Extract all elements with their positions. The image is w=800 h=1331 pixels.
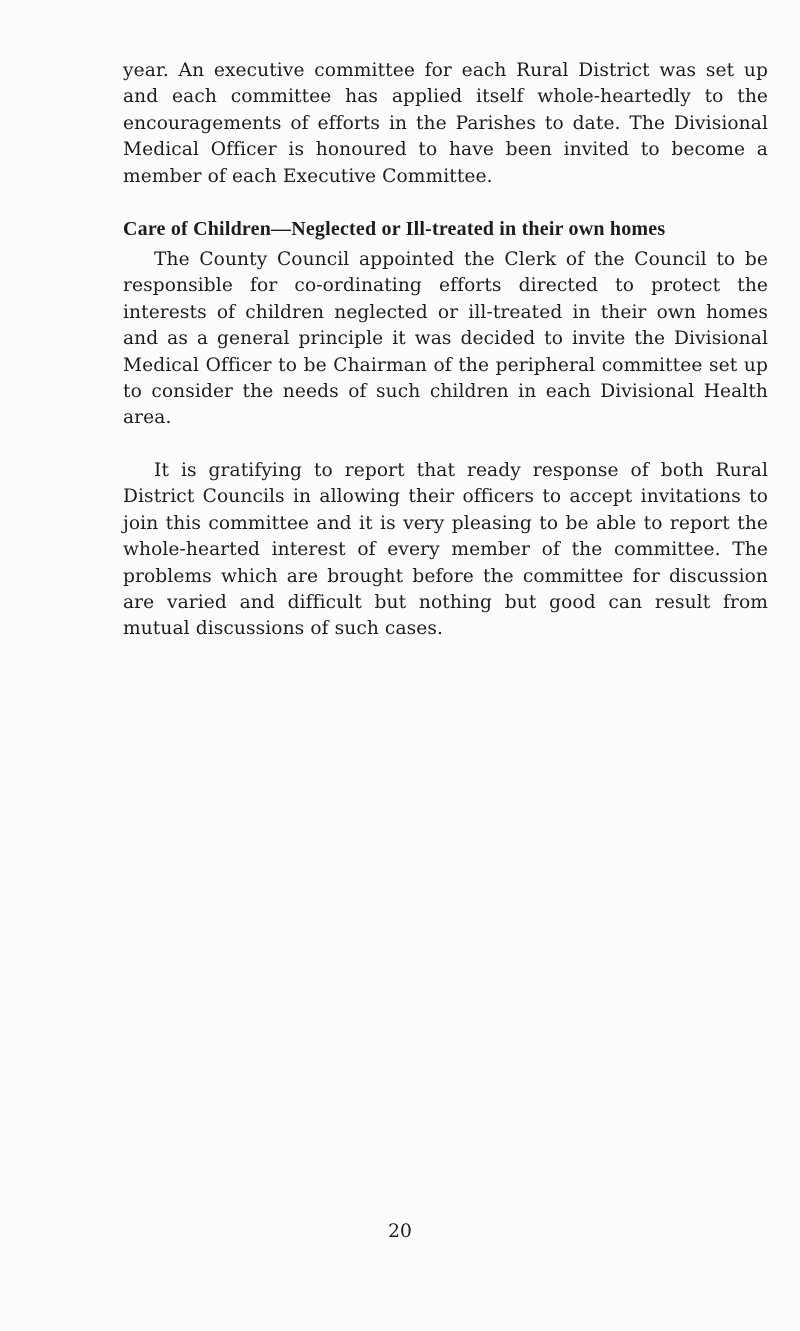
intro-paragraph: year. An executive committee for each Rural District was set up and each committee has applied itself whole-heartedly to the encouragements of efforts in the Parishes to date. The Divisional Medical Officer is honoured to have been invited to become a member of each Executive Committee.	[123, 60, 768, 187]
paragraph-gap	[123, 432, 768, 458]
section-paragraph-1: The County Council appointed the Clerk of the Council to be responsible for co-ordinating efforts directed to protect the interests of children neglected or ill-treated in their own homes and as a general principle it was decided to invite the Divisional Medical Officer to be Chairman of the peripheral committee set up to consider the needs of such children in each Divisional Health area.	[123, 249, 768, 429]
section-heading: Care of Children—Neglected or Ill-treated in their own homes	[123, 218, 666, 241]
page-number: 20	[388, 1221, 412, 1242]
section-paragraph-2: It is gratifying to report that ready response of both Rural District Councils in allowing their officers to accept invitations to join this committee and it is very pleasing to be able to report the whole-hearted interest of every member of the committee. The problems which are brought before the committee for discussion are varied and difficult but nothing but good can result from mutual discussions of such cases.	[123, 459, 768, 640]
document-body	[123, 58, 768, 643]
